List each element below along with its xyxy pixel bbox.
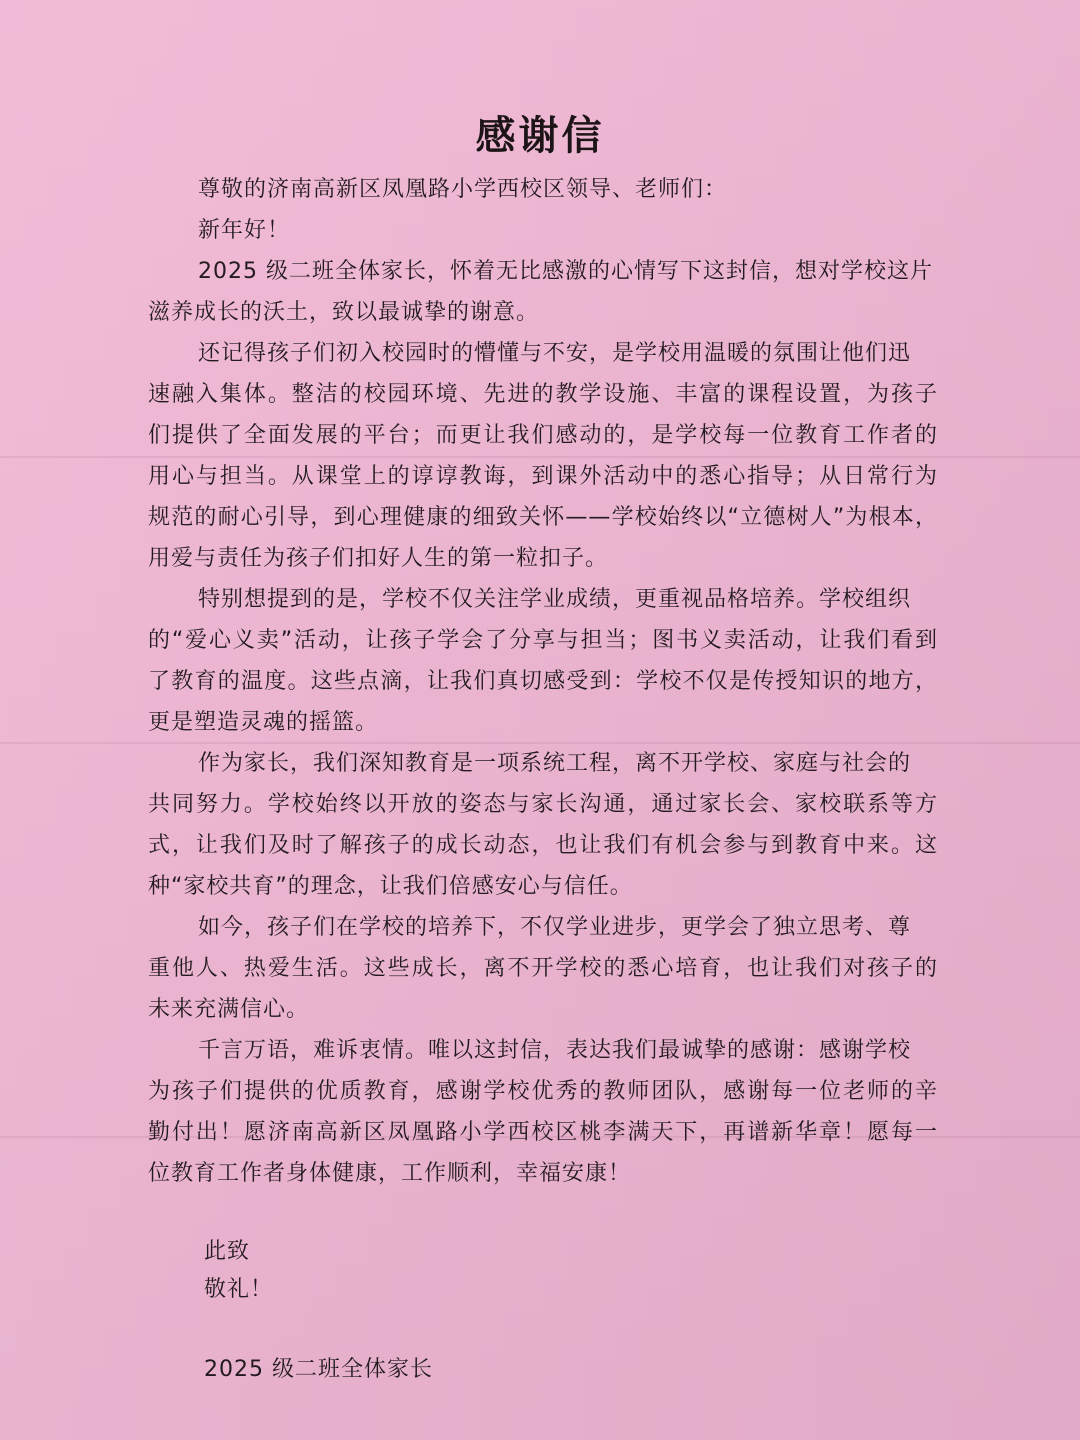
paragraph-2-line: 用爱与责任为孩子们扣好人生的第一粒扣子。: [148, 546, 609, 571]
paragraph-3-line: 了教育的温度。这些点滴，让我们真切感受到：学校不仅是传授知识的地方，: [148, 669, 938, 694]
paragraph-2-line: 规范的耐心引导，到心理健康的细致关怀——学校始终以“立德树人”为根本，: [148, 505, 938, 530]
paragraph-1-line: 2025 级二班全体家长，怀着无比感激的心情写下这封信，想对学校这片: [198, 259, 933, 284]
paragraph-2-line: 用心与担当。从课堂上的谆谆教诲，到课外活动中的悉心指导；从日常行为: [148, 464, 938, 489]
paragraph-2-line: 们提供了全面发展的平台；而更让我们感动的，是学校每一位教育工作者的: [148, 423, 938, 448]
paragraph-4-line: 种“家校共育”的理念，让我们倍感安心与信任。: [148, 874, 633, 899]
paragraph-3-line: 特别想提到的是，学校不仅关注学业成绩，更重视品格培养。学校组织: [198, 587, 912, 612]
paragraph-4-line: 式，让我们及时了解孩子的成长动态，也让我们有机会参与到教育中来。这: [148, 833, 938, 858]
paragraph-5-line: 未来充满信心。: [148, 997, 310, 1022]
paragraph-1-line: 滋养成长的沃土，致以最诚挚的谢意。: [148, 300, 540, 325]
signature: 2025 级二班全体家长: [204, 1357, 433, 1382]
paragraph-2-line: 速融入集体。整洁的校园环境、先进的教学设施、丰富的课程设置，为孩子: [148, 382, 938, 407]
paragraph-3-line: 的“爱心义卖”活动，让孩子学会了分享与担当；图书义卖活动，让我们看到: [148, 628, 938, 653]
paragraph-4-line: 作为家长，我们深知教育是一项系统工程，离不开学校、家庭与社会的: [198, 751, 912, 776]
paragraph-4-line: 共同努力。学校始终以开放的姿态与家长沟通，通过家长会、家校联系等方: [148, 792, 938, 817]
paragraph-6-line: 为孩子们提供的优质教育，感谢学校优秀的教师团队，感谢每一位老师的辛: [148, 1079, 938, 1104]
paragraph-5-line: 重他人、热爱生活。这些成长，离不开学校的悉心培育，也让我们对孩子的: [148, 956, 938, 981]
closing-salute: 敬礼！: [204, 1277, 274, 1302]
paragraph-5-line: 如今，孩子们在学校的培养下，不仅学业进步，更学会了独立思考、尊: [198, 915, 912, 940]
paragraph-6-line: 位教育工作者身体健康，工作顺利，幸福安康！: [148, 1161, 632, 1186]
paragraph-3-line: 更是塑造灵魂的摇篮。: [148, 710, 379, 735]
paragraph-2-line: 还记得孩子们初入校园时的懵懂与不安，是学校用温暖的氛围让他们迅: [198, 341, 912, 366]
paragraph-6-line: 千言万语，难诉衷情。唯以这封信，表达我们最诚挚的感谢：感谢学校: [198, 1038, 912, 1063]
paper-fold-line: [0, 742, 1080, 744]
closing-this: 此致: [204, 1239, 251, 1264]
salutation: 尊敬的济南高新区凤凰路小学西校区领导、老师们：: [198, 177, 728, 202]
letter-title: 感谢信: [475, 113, 605, 159]
paper-fold-line: [0, 456, 1080, 458]
greeting: 新年好！: [198, 218, 291, 243]
paragraph-6-line: 勤付出！愿济南高新区凤凰路小学西校区桃李满天下，再谱新华章！愿每一: [148, 1120, 938, 1145]
